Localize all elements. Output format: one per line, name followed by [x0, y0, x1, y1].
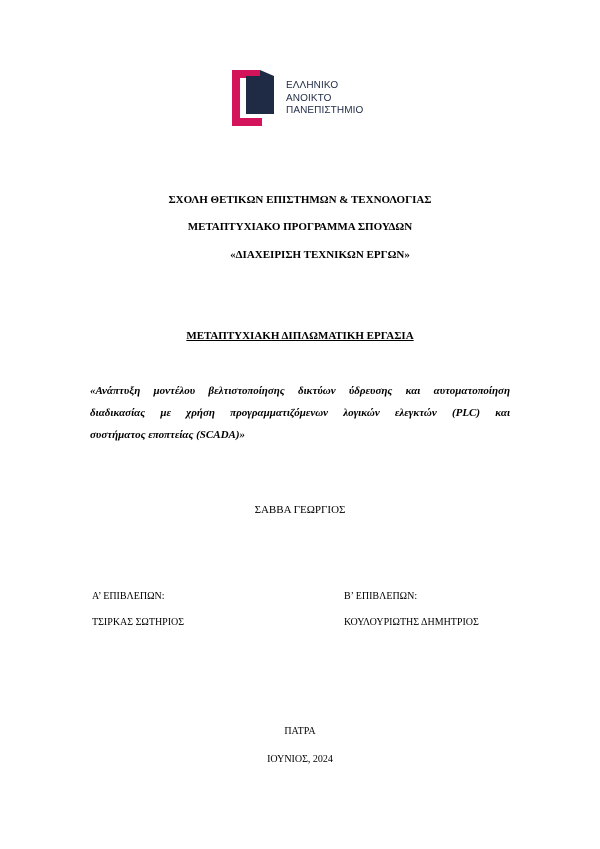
first-supervisor-name: ΤΣΙΡΚΑΣ ΣΩΤΗΡΙΟΣ [92, 617, 185, 628]
thesis-title [90, 380, 510, 446]
thesis-title-line-2: διαδικασίας με χρήση προγραμματιζόμενων λογικών ελεγκτών (PLC) και [90, 407, 510, 419]
university-logo-text [286, 80, 363, 118]
thesis-type-heading: ΜΕΤΑΠΤΥΧΙΑΚΗ ΔΙΠΛΩΜΑΤΙΚΗ ΕΡΓΑΣΙΑ [186, 330, 414, 342]
school-name: ΣΧΟΛΗ ΘΕΤΙΚΩΝ ΕΠΙΣΤΗΜΩΝ & ΤΕΧΝΟΛΟΓΙΑΣ [168, 194, 432, 206]
city: ΠΑΤΡΑ [284, 726, 316, 737]
author-name: ΣΑΒΒΑ ΓΕΩΡΓΙΟΣ [254, 504, 346, 516]
thesis-title-line-1: «Ανάπτυξη μοντέλου βελτιστοποίησης δικτύων ύδρευσης και αυτοματοποίηση [90, 385, 510, 397]
second-supervisor-name: ΚΟΥΛΟΥΡΙΩΤΗΣ ΔΗΜΗΤΡΙΟΣ [344, 617, 479, 628]
logo-line-1: ΕΛΛΗΝΙΚΟ [286, 80, 339, 91]
second-supervisor-label: Β’ ΕΠΙΒΛΕΠΩΝ: [344, 591, 418, 602]
logo-line-3: ΠΑΝΕΠΙΣΤΗΜΙΟ [286, 105, 364, 116]
thesis-title-line-3: συστήματος εποπτείας (SCADA)» [90, 429, 246, 441]
date: ΙΟΥΝΙΟΣ, 2024 [267, 754, 333, 765]
specialization-name: «ΔΙΑΧΕΙΡΙΣΗ ΤΕΧΝΙΚΩΝ ΕΡΓΩΝ» [230, 249, 410, 261]
university-logo-icon [232, 70, 280, 126]
program-name: ΜΕΤΑΠΤΥΧΙΑΚΟ ΠΡΟΓΡΑΜΜΑ ΣΠΟΥΔΩΝ [187, 221, 413, 233]
university-logo [232, 70, 382, 126]
first-supervisor-label: Α’ ΕΠΙΒΛΕΠΩΝ: [92, 591, 165, 602]
logo-line-2: ΑΝΟΙΚΤΟ [286, 92, 332, 104]
